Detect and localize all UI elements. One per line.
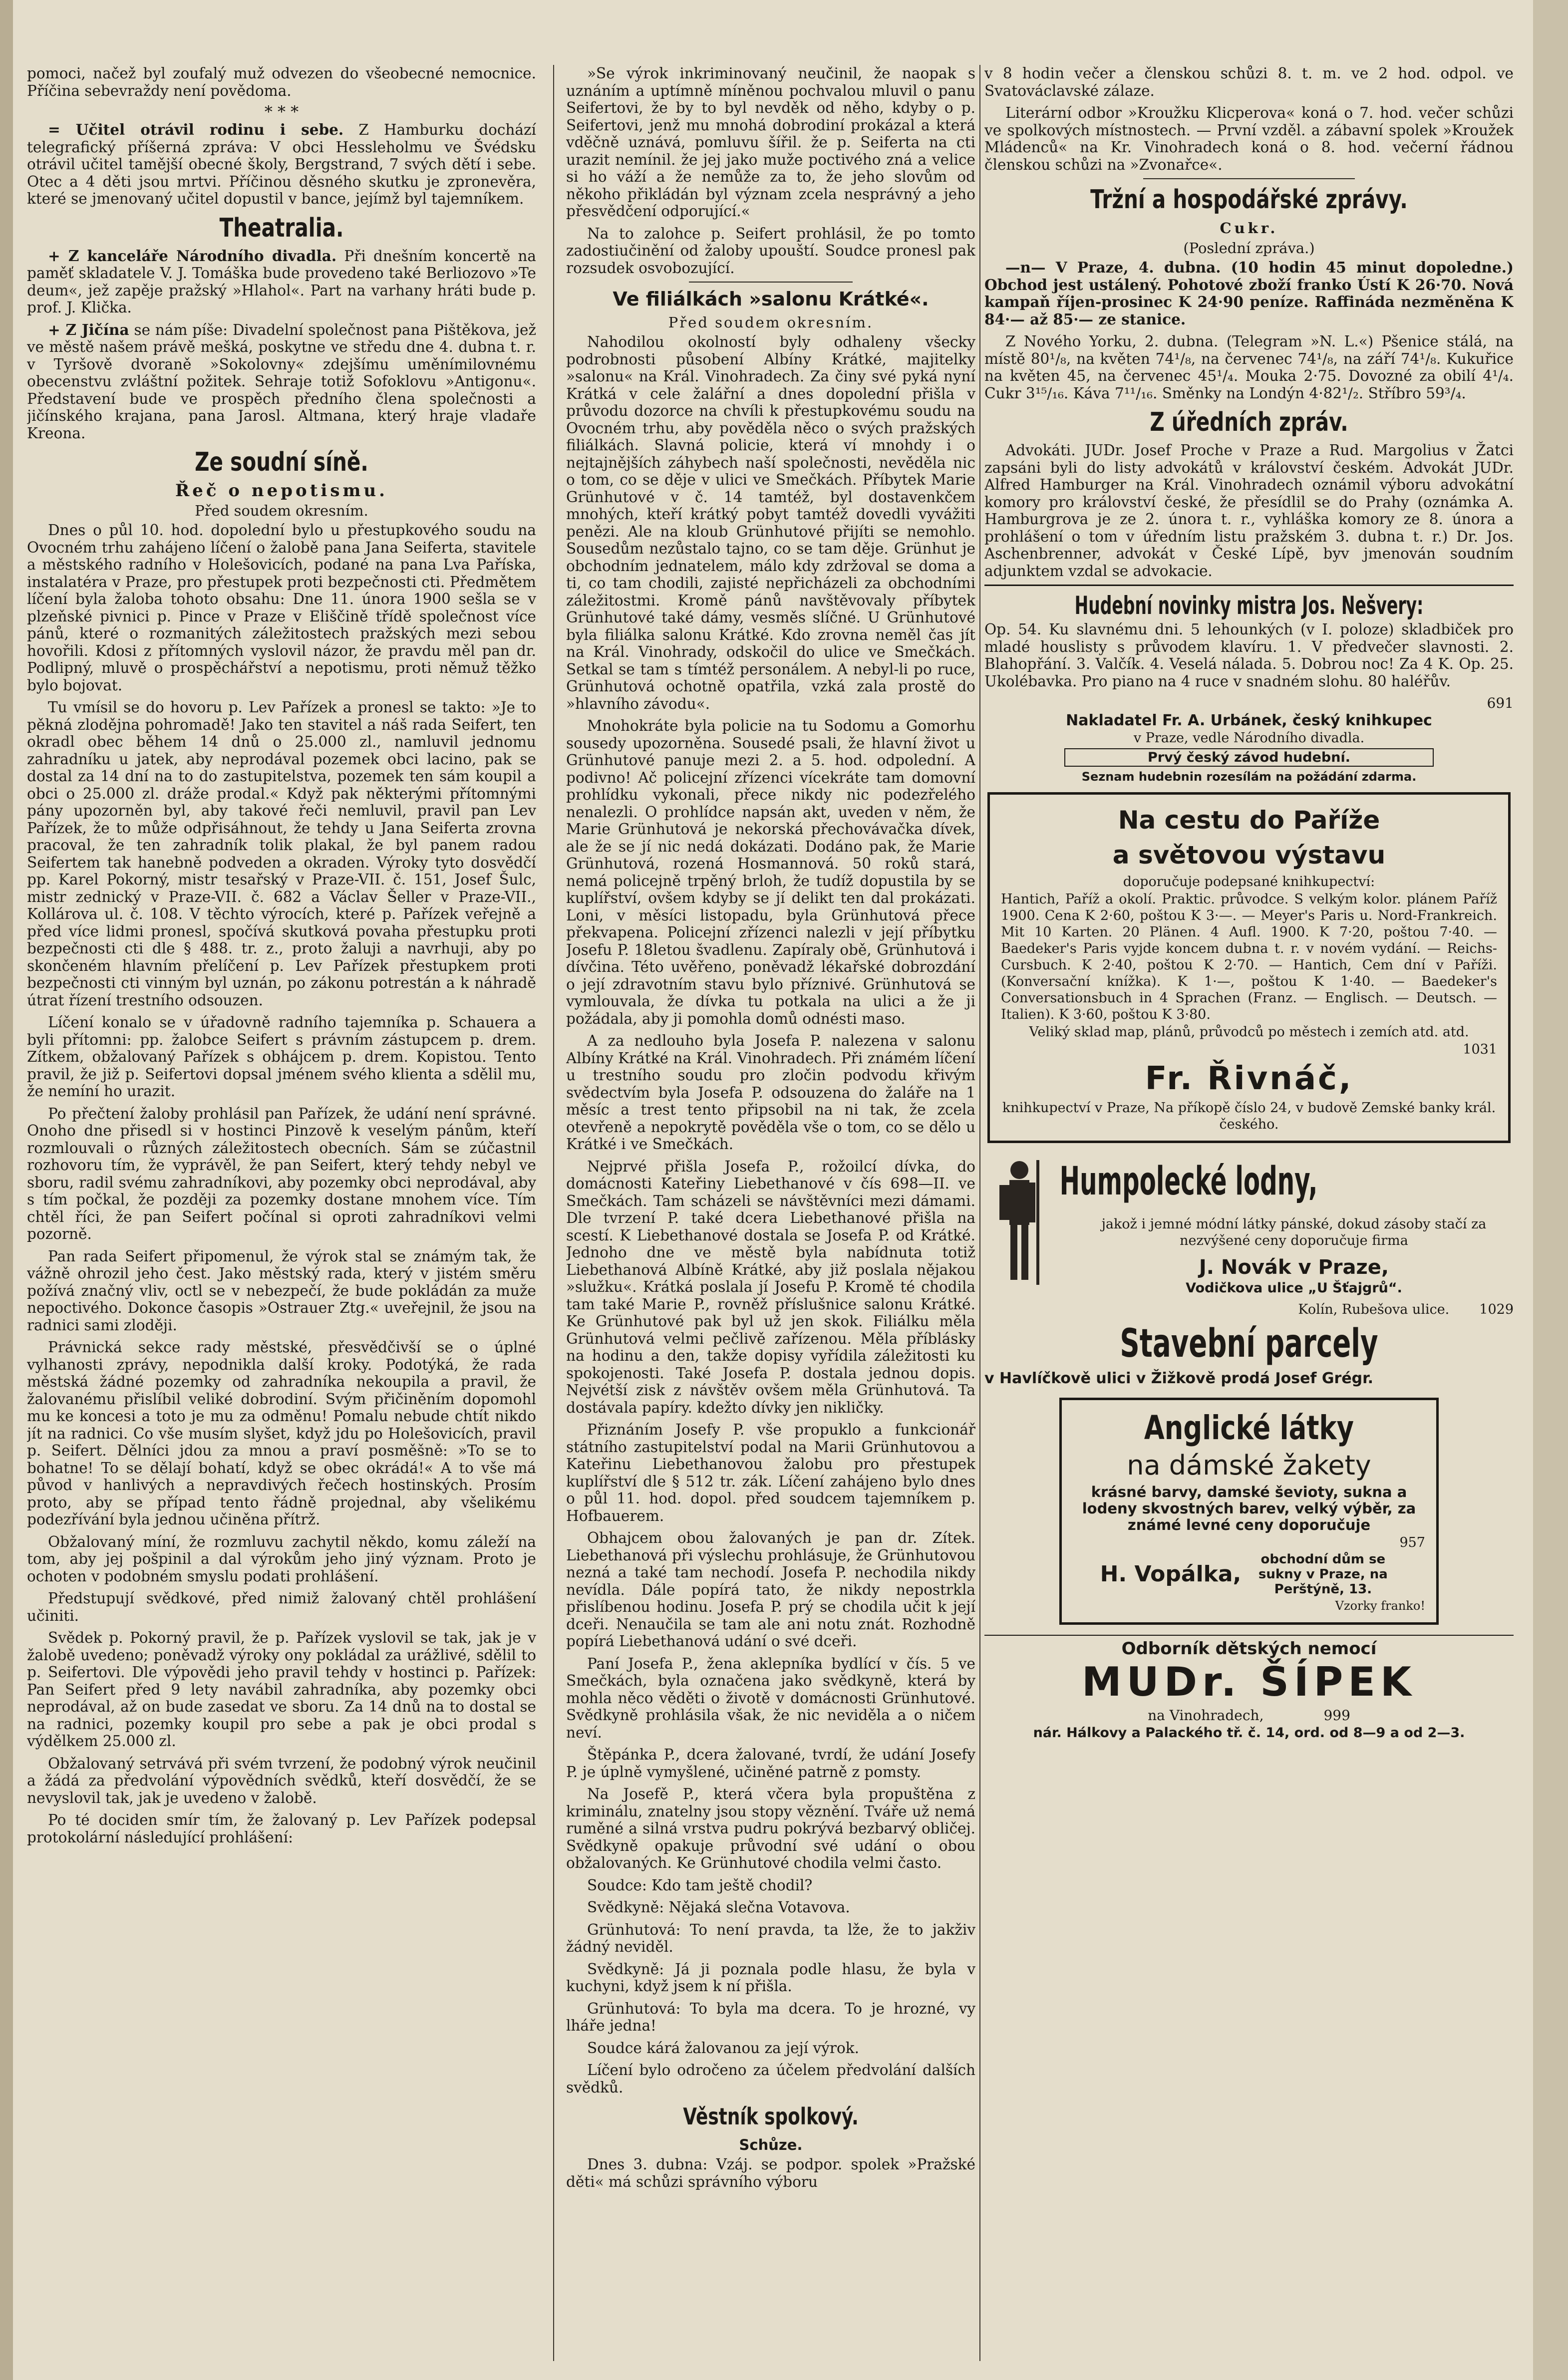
paragraph: Mnohokráte byla policie na tu Sodomu a Gomorhu sousedy upozorněna. Sousedé psali, že hlavní život u Grünhutové panuje mezi 2. a 5. hod. odpolední. A podivno! Ač policejní zřízenci vícekráte tam domovní prohlídku vykonali, přece nikdy nic podezřelého nenalezli. O prohlídce napsán akt, uveden v něm, že Marie Grünhutová je nekorská přechovávačka dívek, ale že se jí nic nedá dokázati. Dodáno pak, že Marie Grünhutová, rozená Hosmannová. 50 roků stará, nemá policejně trpěný brloh, že tudíž dopustila by se kuplířství, ovšem kdyby se jí delikt ten dal prokázati. Loni, v měsíci listopadu, byla Grünhutová přece překvapena. Policejní zřízenci nalezli v její příbytku Josefu P. 18letou švadlenu. Zapíraly obě, Grünhutová i dívčina. Této uvěřeno, poněvadž lékařské dobrozdání o její zdravotním stavu bylo příznivé. Grünhutová se vymlouvala, že dívka tu potkala na ulici a že ji požádala, aby ji pomohla domů odnésti maso. [566,717,975,1027]
paragraph: Svědek p. Pokorný pravil, že p. Pařízek vyslovil se tak, jak je v žalobě uvedeno; poněvadž výroky ony pokládal za urážlivé, sdělil to p. Seifertovi. Dle výpovědi jeho pravil tehdy v hostinci p. Pařízek: Pan Seifert před 9 lety navábil zahradníka, aby pozemky obci neprodával, až on bude zasedat ve sboru. Za 14 dnů na to dostal se na radnici, pozemky koupil pro sebe a pak je obci prodal s výdělkem 25.000 zl. [27,1629,536,1750]
ad-address: Vodičkova ulice „U Šťajgrů“. [1186,1280,1402,1296]
ad-text: knihkupectví v Praze, Na příkopě číslo 24, v budově Zemské banky král. českého. [1002,1100,1496,1132]
ad-title: na dámské žakety [1127,1449,1371,1481]
section-heading-vestnik: Věstník spolkový. [683,2103,859,2130]
paragraph: Tu vmísil se do hovoru p. Lev Pařízek a pronesl se takto: »Je to pěkná zlodějna pohromadě! Jako ten stavitel a náš rada Seifert, ten okradl obec během 14 dnů o 25.000 zl., namluvil jednomu zahradníku u jatek, aby neprodával pozemek obci lacino, pak se dostal za 14 dní na to do zastupitelstva, pozemek ten sám koupil a obci o 25.000 zl. dráže prodal.« Když pak některými přítomnými pány upozorněn byl, aby takové řeči nemluvil, pravil pan Lev Pařízek, že to může odpřisáhnout, že tehdy u Jana Seiferta zrovna pracoval, že ten zahradník tolik plakal, že byl panem radou Seifertem tak hanebně podveden a okraden. Výroky tyto dosvědčí pp. Karel Pokorný, mistr tesařský v Praze-VII. č. 151, Josef Šulc, mistr zednický v Praze-VII. č. 682 a Václav Šeller v Praze-VII., Kollárova ul. č. 108. V těchto výrocích, které p. Pařízek veřejně a před více lidmi pronesl, spočívá skutková povaha přestupku proti bezpečnosti cti dle § 488. tr. z., proto žaluji a navrhuji, aby po skončeném hlavním přelíčení p. Lev Pařízek přestupkem proti bezpečnosti cti vinným byl uznán, po zákonu potrestán a k náhradě útrat řízení trestního odsouzen. [27,699,536,1009]
ad-anglicke [1059,1398,1439,1625]
dialogue-line: Grünhutová: To není pravda, ta lže, že to jakživ žádný neviděl. [566,1921,975,1955]
paragraph: Právnická sekce rady městské, přesvědčivší se o úplné vylhanosti zprávy, nepodnikla další kroky. Podotýká, že rada městská žádné pozemky od zahradníka nekoupila a pravil, že žalovanému přislíbil veliké dobrodiní. Svým přičiněním dopomohl mu ke koncesi a toto je mu za odměnu! Pomalu nebude chtít nikdo jít na radnici. Co vše musím slyšet, když jdu po Holešovicích, pravil p. Seifert. Dělníci jdou za mnou a praví posměšně: »To se to bohatne! To se dělají bohatí, když se obec okrádá!« A to vše má původ v hanlivých a nepravdivých řečech hostinských. Prosím proto, aby se případ tento řádně projednal, aby všelikému podezřívání byla jednou učiněna přítrž. [27,1339,536,1528]
section-stars: * * * [264,102,299,121]
ad-firm: H. Vopálka, [1100,1561,1242,1587]
article-ucitel [27,121,536,208]
article-subtitle: Před soudem okresním. [195,502,368,519]
dialogue-line: Soudce kárá žalovanou za její výrok. [587,2039,859,2057]
paragraph: Literární odbor »Kroužku Klicperova« koná o 7. hod. večer schůzi ve spolkových místnostech. — První vzděl. a zábavní spolek »Kroužek Mládenců« na Kr. Vinohradech koná o 8. hod. večerní řádnou členskou schůzi na »Zvonařce«. [984,104,1514,173]
paragraph: Přiznáním Josefy P. vše propuklo a funkcionář státního zastupitelství podal na Marii Grünhutovou a Kateřinu Liebethanovou žalobu pro přestupek kuplířství dle § 512 tr. zák. Líčení zahájeno bylo dnes o půl 11. hod. dopol. před soudcem tajemníkem p. Hofbauerem. [566,1421,975,1524]
paragraph: Dnes 3. dubna: Vzáj. se podpor. spolek »Pražské děti« má schůzi správního výboru [566,2156,975,2190]
section-heading-theatralia: Theatralia. [219,213,344,243]
article-title: + Z kanceláře Národního divadla. [48,247,337,265]
subsection-heading-schuze: Schůze. [739,2136,803,2153]
paragraph: Líčení konalo se v úřadovně radního tajemníka p. Schauera a byli přítomni: pp. žalobce Seifert s právním zástupcem p. drem. Zítkem, obžalovaný Pařízek s obhájcem p. drem. Kopistou. Tento pravil, že již p. Seifertovi dopsal jménem svého klienta a sdělil mu, že nemíní ho urazit. [27,1014,536,1100]
ad-line: v Praze, vedle Národního divadla. [1133,730,1365,746]
paragraph: —n— V Praze, 4. dubna. (10 hodin 45 minut dopoledne.) Obchod jest ustálený. Pohotové zboží franko Ústí K 26·70. Nová kampaň říjen-prosinec K 24·90 peníze. Raffináda nezměněna K 84·— až 85·— ze stanice. [984,259,1514,328]
ad-humpolec-header [984,1150,1514,1300]
ad-text: jakož i jemné módní látky pánské, dokud zásoby stačí za nezvýšené ceny doporučuje firma [1101,1216,1487,1248]
separator-rule [1143,178,1355,179]
paragraph: Dnes o půl 10. hod. dopolední bylo u přestupkového soudu na Ovocném trhu zahájeno líčení o žalobě pana Jana Seiferta, stavitele a městského radního v Holešovicích, podané na pana Lva Paříska, instalatéra v Praze, pro přestupek proti bezpečnosti cti. Předmětem líčení byla žaloba tohoto obsahu: Dne 11. února 1900 sešla se v plzeňské pivnici p. Pince v Praze v Eliščině třídě společnost více pánů, které o rozmanitých záležitostech pražských mezi sebou hovořili. Kdosi z přítomných vyslovil názor, že pravdu měl pan dr. Podlipný, mluvě o prospěchářství a nepotismu, proti němuž těžko bylo bojovat. [27,522,536,694]
top-paragraph: pomoci, načež byl zoufalý muž odvezen do všeobecné nemocnice. Příčina sebevraždy není povědoma. [27,65,536,99]
paragraph: Advokáti. JUDr. Josef Proche v Praze a Rud. Margolius v Žatci zapsáni byli do listy advokátů v království českém. Advokát JUDr. Alfred Hamburger na Král. Vinohradech oznámil výboru advokátní komory pro království české, že přesídlil se do Prahy (oznámka A. Hamburgrova je ze 2. února t. r., vyhláška komory ze 8. února a prohlášení o tom v úředním listu pražském 3. dubna t. r.) Dr. Jos. Aschenbrenner, advokát v České Lípě, byv jmenován soudním adjunktem vzdal se advokacie. [984,442,1514,580]
dialogue-line: Svědkyně: Nějaká slečna Votavova. [587,1899,850,1916]
page-right-edge [1533,0,1568,2380]
knight-figure-icon [989,1155,1049,1295]
paragraph: »Se výrok inkriminovaný neučinil, že naopak s uznáním a uptímně míněnou pochvalou mluvil o panu Seifertovi, že by to byl nevděk od něho, kdyby o p. Seifertovi, jenž mu mnohá dobrodiní prokázal a která vděčně uznává, pomluvu šířil. že p. Seiferta na cti urazit nemínil. že jej jako muže poctivého zná a velice si ho váží a že nemůže za to, že jeho slovům od někoho přikládán byl význam zcela nesprávný a jeho přesvědčení odporující.« [566,65,975,220]
page-left-edge [0,0,13,2380]
ad-address: obchodní dům se sukny v Praze, na Perštýně, 13. [1258,1551,1388,1597]
ad-text: v Havlíčkově ulici v Žižkově prodá Josef Grégr. [984,1370,1374,1387]
column-divider [979,65,980,2361]
ad-text: krásné barvy, damské ševioty, sukna a lodeny skvostných barev, velký výběr, za známé levné ceny doporučuje [1082,1483,1416,1533]
dialogue-line: Svědkyně: Já ji poznala podle hlasu, že byla v kuchyni, když jsem k ní přišla. [566,1960,975,1995]
article-subtitle: Před soudem okresním. [668,314,874,331]
paragraph: Předstupují svědkové, před nimiž žalovaný chtěl prohlášení učiniti. [27,1590,536,1624]
section-heading-filialky: Ve filiálkách »salonu Krátké«. [613,288,929,310]
ad-address: nár. Hálkovy a Palackého tř. č. 14, ord. od 8—9 a od 2—3. [1033,1725,1465,1741]
column-middle [566,65,975,2361]
paragraph: Pan rada Seifert připomenul, že výrok stal se známým tak, že vážně ohrozil jeho čest. Jako městský rada, který v jistém směru požívá značný vliv, octl se v nebezpečí, že bude pokládán za muže nepoctivého. Dokonce časopis »Ostrauer Ztg.« uveřejnil, že jsou na radnici sami zloději. [27,1247,536,1334]
ad-line: na Vinohradech, [1148,1707,1264,1724]
dialogue-line: Soudce: Kdo tam ještě chodil? [587,1876,813,1894]
ad-heading-nesvera: Hudební novinky mistra Jos. Nešvery: [1074,591,1424,620]
article-text: Z Hamburku dochází telegrafický příšerná zpráva: V obci Hessleholmu ve Švédsku otrávil učitel tamější obecné školy, Bergstrand, 7 svých dětí i sebe. Otec a 4 děti jsou mrtvi. Příčinou děsného skutku je zpronevěra, které se jmenovaný učitel dopustil v bance, jejímž byl tajemníkem. [27,121,536,207]
ad-footer [984,1302,1514,1317]
ad-number: 1029 [1479,1302,1514,1317]
ad-text: Op. 54. Ku slavnému dni. 5 lehounkých (v I. poloze) skladbiček pro mladé houslisty s průvodem klavíru. 1. V předvečer slavnosti. 2. Blahopřání. 3. Valčík. 4. Veselá nálada. 5. Dobrou noc! Za 4 K. Op. 25. Ukolébavka. Pro piano na 4 ruce v snadném slohu. 80 haléřův. [984,621,1514,690]
ad-pariz [987,792,1511,1143]
ad-divider [984,585,1514,586]
ad-title: Anglické látky [1144,1408,1354,1447]
ad-line: Vzorky franko! [1335,1598,1425,1613]
separator-rule [689,282,853,283]
column-right [984,65,1514,2361]
ad-number: 957 [1399,1534,1425,1550]
paragraph: Nejprvé přišla Josefa P., rožoilcí dívka, do domácnosti Kateřiny Liebethanové v čís 698—II. ve Smečkách. Tam scházeli se návštěvníci mezi dámami. Dle tvrzení P. také dcera Liebethanové přišla na scestí. K Liebethanové dostala se Josefa P. od Krátké. Jednoho dne ve městě byla nabídnuta totiž Liebethanová Albíně Krátké, aby již poslala nějakou »služku«. Krátká poslala jí Josefu P. Kromě té chodila tam také Marie P., rovněž příslušnice salonu Krátké. Ke Grünhutové pak byl už jen skok. Filiálku měla Grünhutová velmi pečlivě zařízenou. Měla příblásky na hodinu a den, takže dopisy vyřídila záležitosti ku spokojenosti. Také Josefa P. dostala jednou dopis. Nejvétší zisk z návštěv ovšem měla Grünhutová. Ta dostávala papíry. kdežto dívky jen nikličky. [566,1158,975,1416]
ad-firm-row [1073,1552,1425,1597]
ad-line: Kolín, Rubešova ulice. [1298,1302,1450,1317]
ad-line: Prvý český závod hudební. [1064,748,1434,767]
paragraph: Líčení bylo odročeno za účelem předvolání dalších svědků. [566,2062,975,2096]
article-jicin [27,321,536,442]
ad-title: Na cestu do Paříže [1118,806,1380,835]
subsection-heading-cukr: Cukr. [1220,220,1278,237]
ad-number: 999 [1323,1707,1350,1724]
ad-heading: Odborník dětských nemocí [1121,1638,1377,1659]
column-divider [553,65,554,2361]
ad-signature-rivnac: Fr. Řivnáč, [1145,1060,1353,1097]
ad-title-parcely: Stavební parcely [1120,1321,1378,1366]
paragraph: A za nedlouho byla Josefa P. nalezena v salonu Albíny Krátké na Král. Vinohradech. Při známém líčení u trestního soudu pro zločin podvodu křivým svědectvím byla Josefa P. odsouzena do žaláře na 1 měsíc a trest tento připsobil na ni tak, že zcela otevřeně a nepokrytě pověděla vše o tom, co se dělo u Krátké i ve Smečkách. [566,1032,975,1153]
ad-row [984,1707,1514,1724]
section-heading-urad: Z úředních zpráv. [1150,407,1348,437]
article-title-nepotismus: Řeč o nepotismu. [175,481,388,501]
article-text: Při dnešním koncertě na paměť skladatele V. J. Tomáška bude provedeno také Berliozovo »Te deum«, jež zapěje pražský »Hlahol«. Part na varhany hráti bude p. prof. J. Klička. [27,247,536,316]
article-title: + Z Jičína [48,320,129,338]
paragraph: Po té dociden smír tím, že žalovaný p. Lev Pařízek podepsal protokolární následující prohlášení: [27,1811,536,1846]
ad-number: 1031 [1463,1042,1497,1057]
ad-title-humpolec: Humpolecké lodny, [1059,1159,1318,1204]
ad-divider [984,1635,1514,1636]
paragraph: Po přečtení žaloby prohlásil pan Pařízek, že udání není správné. Onoho dne přisedl si v hostinci Pinzově k veselým pánům, kteří rozmlouvali o různých záležitostech obecních. Sám se zúčastnil rozhovoru tím, že vyprávěl, že pan Seifert, který tehdy nebyl ve sboru, radil svému zahradníkovi, aby pozemky obci neprodával, aby s tím počkal, že později za pozemky dostane mnohem více. Tím chtěl říci, že pan Seifert počínal si oproti zahradníkovi velmi pozorně. [27,1105,536,1242]
paragraph: Na Josefě P., která včera byla propuštěna z kriminálu, znatelny jsou stopy věznění. Tváře už nemá ruměné a silná vrstva pudru pokrývá bezbarvý obličej. Svědkyně opakuje průvodní své udání o obou obžalovaných. Ke Grünhutové chodila velmi často. [566,1785,975,1871]
ad-title: a světovou výstavu [1112,841,1386,870]
paragraph: Obhajcem obou žalovaných je pan dr. Zítek. Liebethanová při výslechu prohlásuje, že Grünhutovou nezná a také tam nechodí. Josefa P. nechodila nikdy nevídla. Dále popírá tato, že nikdy nepostrkla přislíbenou hodinu. Josefa P. prý se chodila učit k její dceři. Nenaučila se tam ale ani notu znát. Rozhodně popírá Liebethanová udání o své dceři. [566,1529,975,1650]
article-text: se nám píše: Divadelní společnost pana Pištěkova, jež ve městě našem právě mešká, poskytne ve středu dne 4. dubna t. r. v Tyršově dvoraně »Sokolovny« zdejšímu uměnímilovnému obecenstvu zvláštní požitek. Sehraje totiž Sofoklovu »Antigonu«. Představení bude ve prospěch předního člena společnosti a jičínského krajana, pana Jarosl. Altmana, který hraje vladaře Kreona. [27,321,536,442]
section-heading-trzni: Tržní a hospodářské zprávy. [1090,185,1408,215]
paragraph: Nahodilou okolností byly odhaleny všecky podrobnosti působení Albíny Krátké, majitelky »salonu« na Král. Vinohradech. Za činy své pyká nyní Krátká v cele žalářní a dnes dopolední přišla v průvodu dozorce na chvíli k přestupkovému soudu na Ovocném trhu, aby pověděla něco o svých pražských filiálkách. Slavná policie, která ví mnohdy i o nejtajnějších záhybech naší společnosti, nevěděla nic o tom, co se děje v ulici ve Smečkách. Příbytek Marie Grünhutové v č. 14 tamtéž, byl dostavenkčem mnohých, kteří krátký pobyt tamtéž dovedli vyvážiti penězi. Ale na kloub Grünhutové přijíti se nemohlo. Sousedům nezůstalo tajno, co se tam děje. Grünhut je obchodním jednatelem, málo kdy zdržoval se doma a ti, co tam chodili, zajisté nepřicházeli za obchodními záležitostmi. Kromě pánů navštěvovaly příbytek Grünhutové také dámy, vesměs slíčné. U Grünhutové byla filiálka salonu Krátké. Kdo zrovna neměl čas jít na Král. Vinohrady, odskočil do ulice ve Smečkách. Setkal se tam s tímtéž personálem. A nebyl-li po ruce, Grünhutová ochotně opatřila, vzká zala prostě do »hlavního závodu«. [566,333,975,712]
paragraph: Paní Josefa P., žena aklepníka bydlící v čís. 5 ve Smečkách, byla označena jako svědkyně, která by mohla něco věděti o životě v domácnosti Grünhutové. Svědkyně prohlásila však, že nic neviděla a o ničem neví. [566,1655,975,1741]
article-kancelar [27,248,536,316]
paragraph: v 8 hodin večer a členskou schůzi 8. t. m. ve 2 hod. odpol. ve Svatováclavské zálaze. [984,65,1514,99]
ad-text: Hantich, Paříž a okolí. Praktic. průvodce. S velkým kolor. plánem Paříž 1900. Cena K 2·60, poštou K 3·—. — Meyer's Paris u. Nord-Frankreich. Mit 10 Karten. 20 Plänen. 4 Aufl. 1900. K 7·20, poštou 7·40. — Baedeker's Paris vyjde koncem dubna t. r. v novém vydání. — Reichs-Cursbuch. K 2·40, poštou K 2·70. — Hantich, Cem dní v Paříži. (Konversační knížka). K 1·—, poštou K 1·40. — Baedeker's Conversationsbuch in 4 Sprachen (Franz. — Englisch. — Deutsch. — Italien). K 3·60, poštou K 3·80. [1001,892,1497,1022]
paragraph: Obžalovaný setrvává při svém tvrzení, že podobný výrok neučinil a žádá za předvolání výpovědních svědků, kteří dosvědčí, že se nevyslovil tak, jak je uvedeno v žalobě. [27,1755,536,1806]
ad-line: doporučuje podepsané knihkupectví: [1123,874,1375,890]
section-heading-soudni: Ze soudní síně. [195,447,368,477]
ad-firm: J. Novák v Praze, [1199,1256,1389,1279]
ad-name-sipek: MUDr. ŠÍPEK [1082,1658,1416,1705]
paragraph: Z Nového Yorku, 2. dubna. (Telegram »N. L.«) Pšenice stálá, na místě 80¹/₈, na květen 74¹/₈, na červenec 74¹/₈, na září 74¹/₈. Kukuřice na květen 45, na červenec 45¹/₄. Mouka 2·75. Dovozné za obilí 4¹/₄. Cukr 3¹⁵/₁₆. Káva 7¹¹/₁₆. Směnky na Londýn 4·82¹/₂. Stříbro 59³/₄. [984,333,1514,402]
column-left [27,65,536,2361]
subsection-note: (Poslední zpráva.) [1183,240,1315,257]
paragraph: Obžalovaný míní, že rozmluvu zachytil někdo, komu záleží na tom, aby jej pošpinil a dal výrokům jeho jiný význam. Proto je ochoten v podobném smyslu podati prohlášení. [27,1533,536,1585]
ad-line: Veliký sklad map, plánů, průvodců po městech i zemích atd. atd. [1029,1024,1469,1040]
ad-number: 691 [1487,695,1514,711]
ad-line: Nakladatel Fr. A. Urbánek, český knihkupec [1066,712,1432,729]
paragraph: Na to zalohce p. Seifert prohlásil, že po tomto zadostiučinění od žaloby upouští. Soudce pronesl pak rozsudek osvobozující. [566,225,975,277]
article-title: = Učitel otrávil rodinu i sebe. [48,121,344,138]
dialogue-line: Grünhutová: To byla ma dcera. To je hrozné, vy lháře jedna! [566,2000,975,2034]
ad-line: Seznam hudebnin rozesílám na požádání zdarma. [1081,770,1417,784]
paragraph: Štěpánka P., dcera žalované, tvrdí, že udání Josefy P. je úplně vymyšlené, učiněné patrně z pomsty. [566,1746,975,1781]
